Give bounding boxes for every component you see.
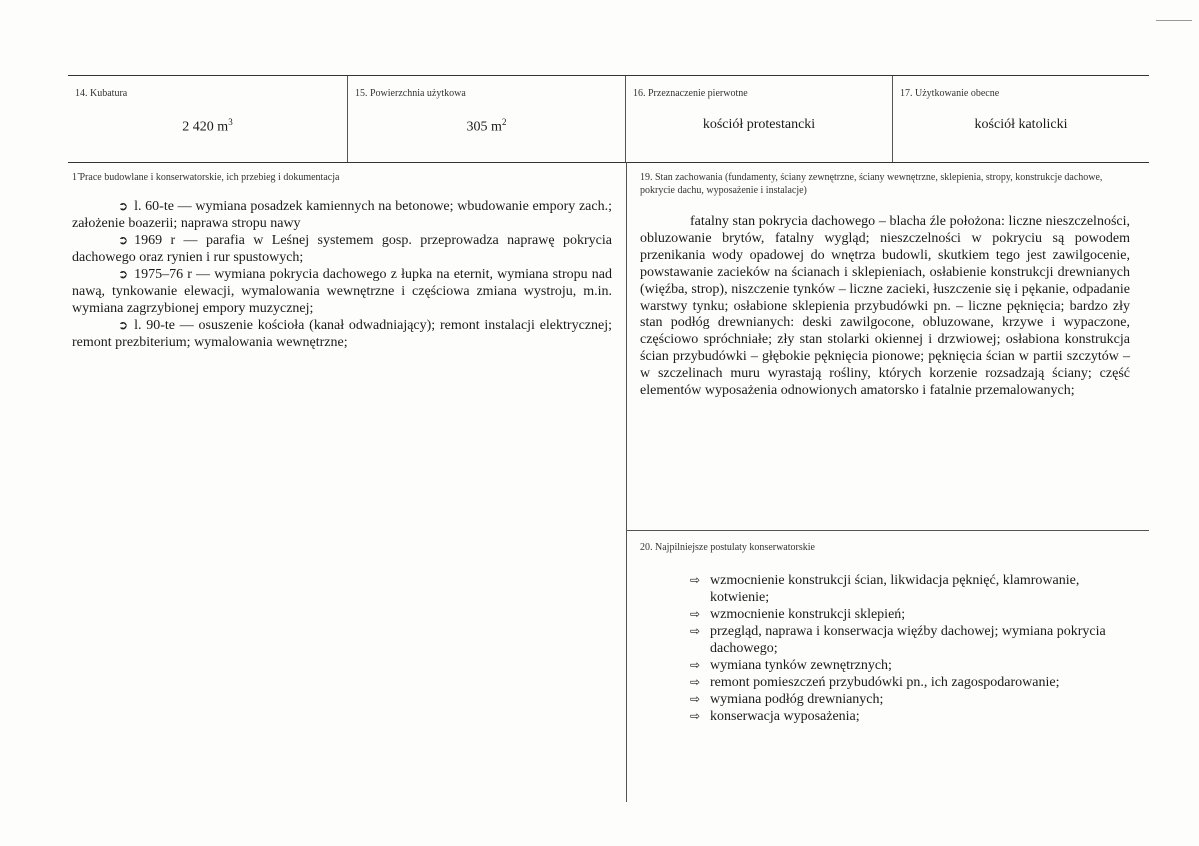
value-text: 305 m: [466, 119, 502, 135]
list-item: [690, 606, 1130, 623]
item-text: wymiana tynków zewnętrznych;: [710, 658, 892, 673]
section-20-label: 20. Najpilniejsze postulaty konserwatorskie: [640, 542, 815, 553]
header-row: [68, 76, 1149, 163]
curved-arrow-icon: ➲: [118, 267, 129, 281]
cell-kubatura: [68, 76, 347, 162]
outline-arrow-icon: ⇨: [690, 709, 701, 723]
list-item: [72, 317, 612, 351]
column-divider: [626, 162, 627, 802]
outline-arrow-icon: ⇨: [690, 607, 701, 621]
item-text: wzmocnienie konstrukcji ścian, likwidacja pęknięć, klamrowanie, kotwienie;: [710, 573, 1080, 605]
outline-arrow-icon: ⇨: [690, 658, 701, 672]
curved-arrow-icon: ➲: [118, 199, 129, 213]
section-19-label: 19. Stan zachowania (fundamenty, ściany zewnętrzne, ściany wewnętrzne, sklepienia, stropy, konstrukcje dachowe, pokrycie dachu, wyposażenie i instalacje): [640, 172, 1103, 196]
cell-uzytkowanie: [892, 76, 1149, 162]
section-18-label: 1̃ Prace budowlane i konserwatorskie, ich przebieg i dokumentacja: [72, 172, 340, 183]
item-text: konserwacja wyposażenia;: [710, 709, 860, 724]
item-text: 1969 r — parafia w Leśnej systemem gosp. przeprowadza naprawę pokrycia dachowego oraz rynien i rur spustowych;: [72, 233, 612, 265]
item-text: przegląd, naprawa i konserwacja więźby dachowej; wymiana pokrycia dachowego;: [710, 624, 1106, 656]
cell-label: 15. Powierzchnia użytkowa: [355, 88, 466, 99]
list-item: [690, 657, 1130, 674]
item-text: wymiana podłóg drewnianych;: [710, 692, 884, 707]
item-text: 1975–76 r — wymiana pokrycia dachowego z łupka na eternit, wymiana stropu nad nawą, tynkowanie elewacji, wymalowania wewnętrzne i częściowa zmiana wystroju, m.in. wymiana zagrzybionej empory muzycznej;: [72, 267, 612, 316]
list-item: [72, 198, 612, 232]
section-20-list: [690, 572, 1130, 725]
list-item: [690, 623, 1130, 657]
section-19-text: fatalny stan pokrycia dachowego – blacha źle położona: liczne nieszczelności, obluzowanie brytów, fatalny wygląd; nieszczelności w pokryciu są powodem przenikania wody opadowej do wnętrza budowli, skutkiem tego jest zawilgocenie, powstawanie zacieków na ścianach i sklepieniach, osłabienie konstrukcji drewnianych (więźba, strop), niszczenie tynków – liczne zacieki, łuszczenie się i pękanie, odpadanie warstwy tynku; osłabione sklepienia przybudówki pn. – liczne pęknięcia; bardzo zły stan podłóg drewnianych: deski zawilgocone, obluzowane, krzywe i wypaczone, częściowo spróchniałe; zły stan stolarki okiennej i drzwiowej; osłabiona konstrukcja ścian przybudówki – głębokie pęknięcia pionowe; pęknięcia ścian w partii szczytów – w szczelinach muru wyrastają rośliny, których korzenie rozsadzają ściany; część elementów wyposażenia odnowionych amatorsko i fatalnie przemalowanych;: [640, 214, 1130, 399]
list-item: [690, 708, 1130, 725]
value-exponent: 3: [228, 117, 233, 127]
cell-label: 17. Użytkowanie obecne: [900, 88, 1000, 99]
cell-powierzchnia: [347, 76, 625, 162]
outline-arrow-icon: ⇨: [690, 624, 701, 638]
list-item: [690, 572, 1130, 606]
section-18-list: [72, 198, 612, 351]
corner-mark: [1156, 20, 1192, 21]
outline-arrow-icon: ⇨: [690, 692, 701, 706]
cell-value: kościół protestancki: [702, 117, 816, 132]
section-divider: [627, 530, 1149, 531]
item-text: l. 90-te — osuszenie kościoła (kanał odwadniający); remont instalacji elektrycznej; remont prezbiterium; wymalowania wewnętrzne;: [72, 318, 612, 350]
curved-arrow-icon: ➲: [118, 318, 129, 332]
outline-arrow-icon: ⇨: [690, 573, 701, 587]
value-text: 2 420 m: [182, 119, 229, 135]
item-text: wzmocnienie konstrukcji sklepień;: [710, 607, 906, 622]
outline-arrow-icon: ⇨: [690, 675, 701, 689]
list-item: [690, 674, 1130, 691]
cell-przeznaczenie: [625, 76, 892, 162]
curved-arrow-icon: ➲: [118, 233, 129, 247]
cell-value: [348, 117, 625, 136]
cell-value: kościół katolicki: [974, 117, 1068, 132]
cell-label: 14. Kubatura: [75, 88, 128, 99]
cell-label: 16. Przeznaczenie pierwotne: [633, 88, 748, 99]
item-text: remont pomieszczeń przybudówki pn., ich zagospodarowanie;: [710, 675, 1060, 690]
item-text: l. 60-te — wymiana posadzek kamiennych na betonowe; wbudowanie empory zach.; założenie boazerii; naprawa stropu nawy: [72, 199, 612, 231]
list-item: [72, 266, 612, 317]
value-exponent: 2: [501, 117, 507, 127]
cell-value: [68, 117, 347, 136]
list-item: [690, 691, 1130, 708]
list-item: [72, 232, 612, 266]
